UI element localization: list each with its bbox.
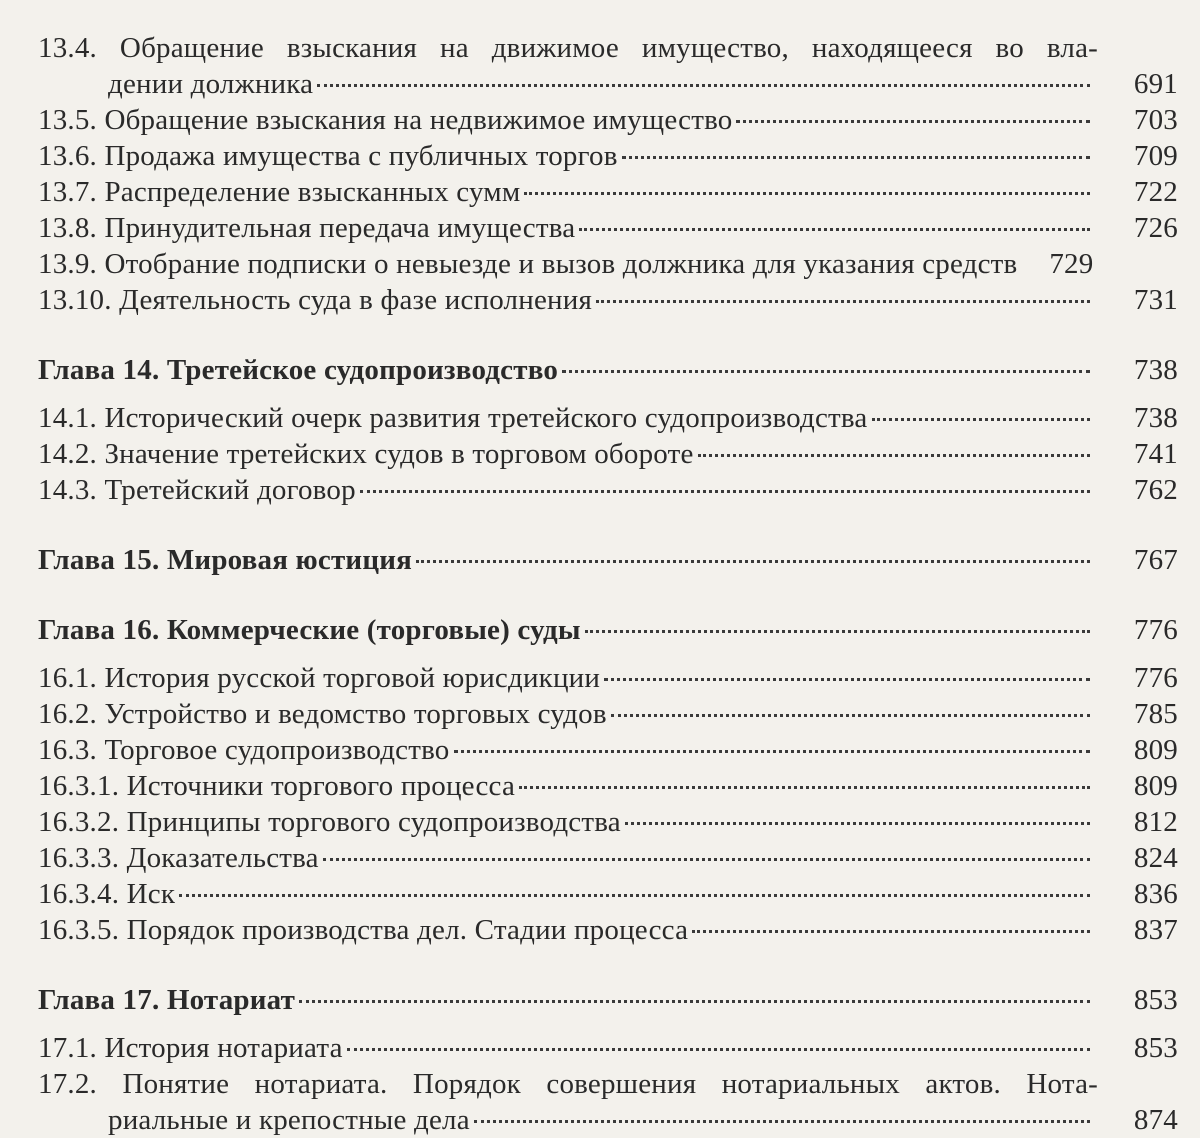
toc-chapter-15[interactable] (38, 542, 1178, 578)
dot-leader (622, 156, 1090, 159)
dot-leader (347, 1048, 1090, 1051)
toc-page-number: 738 (1133, 402, 1178, 434)
toc-entry-title: 17.1. История нотариата (38, 1032, 343, 1064)
toc-entry-title: 16.3.1. Источники торгового процесса (38, 770, 516, 802)
toc-page-number: 729 (1049, 248, 1094, 280)
toc-entry-13-8[interactable] (38, 210, 1178, 246)
dot-leader (454, 750, 1091, 753)
toc-chapter-title: Глава 15. Мировая юстиция (38, 544, 413, 576)
toc-entry-13-9[interactable] (38, 246, 1178, 282)
toc-entry-16-3-3[interactable] (38, 840, 1178, 876)
toc-entry-16-3[interactable] (38, 732, 1178, 768)
toc-entry-14-3[interactable] (38, 472, 1178, 508)
dot-leader (579, 228, 1090, 231)
toc-page-number: 726 (1133, 212, 1178, 244)
toc-page-number: 767 (1133, 544, 1178, 576)
toc-page-number: 836 (1133, 878, 1178, 910)
toc-entry-16-2[interactable] (38, 696, 1178, 732)
toc-page-number: 738 (1133, 354, 1178, 386)
toc-entry-17-1[interactable] (38, 1030, 1178, 1066)
toc-entry-title: 16.1. История русской торговой юрисдикции (38, 662, 601, 694)
dot-leader (625, 822, 1090, 825)
toc-entry-title: 14.3. Третейский договор (38, 474, 356, 506)
toc-entry-16-1[interactable] (38, 660, 1178, 696)
toc-chapter-title: Глава 16. Коммерческие (торговые) суды (38, 614, 581, 646)
toc-entry-17-2[interactable] (38, 1066, 1178, 1138)
toc-entry-title: 13.7. Распределение взысканных сумм (38, 176, 521, 208)
dot-leader (596, 300, 1090, 303)
toc-page-number: 853 (1133, 984, 1178, 1016)
toc-page-number: 776 (1133, 614, 1178, 646)
toc-entry-14-1[interactable] (38, 400, 1178, 436)
toc-entry-16-3-2[interactable] (38, 804, 1178, 840)
dot-leader (519, 786, 1090, 789)
dot-leader (474, 1120, 1090, 1123)
dot-leader (872, 418, 1091, 421)
toc-page-number: 703 (1133, 104, 1178, 136)
toc-chapter-16[interactable] (38, 612, 1178, 648)
dot-leader (604, 678, 1090, 681)
toc-entry-13-5[interactable] (38, 102, 1178, 138)
toc-chapter-title: Глава 14. Третейское судопроизводство (38, 354, 559, 386)
toc-chapter-14[interactable] (38, 352, 1178, 388)
toc-page-number: 709 (1133, 140, 1178, 172)
dot-leader (299, 1000, 1090, 1003)
toc-entry-16-3-5[interactable] (38, 912, 1178, 948)
toc-entry-title: 13.9. Отобрание подписки о невыезде и вызов должника для указания средств (38, 248, 1018, 280)
toc-page-number: 812 (1133, 806, 1178, 838)
toc-page-number: 691 (1133, 68, 1178, 100)
toc-entry-16-3-4[interactable] (38, 876, 1178, 912)
toc-page-number: 722 (1133, 176, 1178, 208)
toc-entry-title: 16.3.4. Иск (38, 878, 176, 910)
toc-entry-title: риальные и крепостные дела (108, 1104, 470, 1136)
dot-leader (611, 714, 1090, 717)
dot-leader (562, 370, 1090, 373)
toc-entry-16-3-1[interactable] (38, 768, 1178, 804)
toc-entry-title: 13.5. Обращение взыскания на недвижимое имущество (38, 104, 733, 136)
dot-leader (323, 858, 1090, 861)
toc-entry-13-4[interactable] (38, 30, 1178, 102)
toc-entry-13-7[interactable] (38, 174, 1178, 210)
toc-page-number: 776 (1133, 662, 1178, 694)
toc-page-number: 785 (1133, 698, 1178, 730)
toc-entry-title: 14.1. Исторический очерк развития третейского судопроизводства (38, 402, 868, 434)
toc-entry-title: 16.3.2. Принципы торгового судопроизводства (38, 806, 621, 838)
dot-leader (179, 894, 1090, 897)
toc-entry-title: 16.3.3. Доказательства (38, 842, 319, 874)
toc-page-number: 824 (1133, 842, 1178, 874)
toc-page-number: 809 (1133, 770, 1178, 802)
dot-leader (524, 192, 1090, 195)
toc-entry-title: 13.8. Принудительная передача имущества (38, 212, 576, 244)
toc-page-number: 762 (1133, 474, 1178, 506)
dot-leader (585, 630, 1090, 633)
toc-page-number: 731 (1133, 284, 1178, 316)
toc-entry-13-10[interactable] (38, 282, 1178, 318)
toc-entry-title-first-line: 17.2. Понятие нотариата. Порядок совершения нотариальных актов. Нота- (38, 1068, 1098, 1100)
dot-leader (698, 454, 1090, 457)
toc-page-number: 837 (1133, 914, 1178, 946)
toc-page-number: 809 (1133, 734, 1178, 766)
toc-entry-title: 14.2. Значение третейских судов в торговом обороте (38, 438, 694, 470)
toc-entry-14-2[interactable] (38, 436, 1178, 472)
toc-entry-title: 16.2. Устройство и ведомство торговых судов (38, 698, 607, 730)
toc-entry-title: 13.10. Деятельность суда в фазе исполнения (38, 284, 592, 316)
toc-entry-title: 13.6. Продажа имущества с публичных торгов (38, 140, 618, 172)
dot-leader (360, 490, 1090, 493)
table-of-contents (38, 30, 1178, 1138)
dot-leader (736, 120, 1090, 123)
toc-chapter-17[interactable] (38, 982, 1178, 1018)
toc-chapter-title: Глава 17. Нотариат (38, 984, 296, 1016)
dot-leader (416, 560, 1090, 563)
dot-leader (692, 930, 1090, 933)
toc-page-number: 874 (1133, 1104, 1178, 1136)
toc-page-number: 853 (1133, 1032, 1178, 1064)
dot-leader (317, 84, 1090, 87)
toc-page-number: 741 (1133, 438, 1178, 470)
toc-entry-13-6[interactable] (38, 138, 1178, 174)
toc-entry-title-first-line: 13.4. Обращение взыскания на движимое имущество, находящееся во вла- (38, 32, 1098, 64)
toc-entry-title: 16.3. Торговое судопроизводство (38, 734, 450, 766)
toc-entry-title: дении должника (108, 68, 314, 100)
toc-entry-title: 16.3.5. Порядок производства дел. Стадии процесса (38, 914, 689, 946)
